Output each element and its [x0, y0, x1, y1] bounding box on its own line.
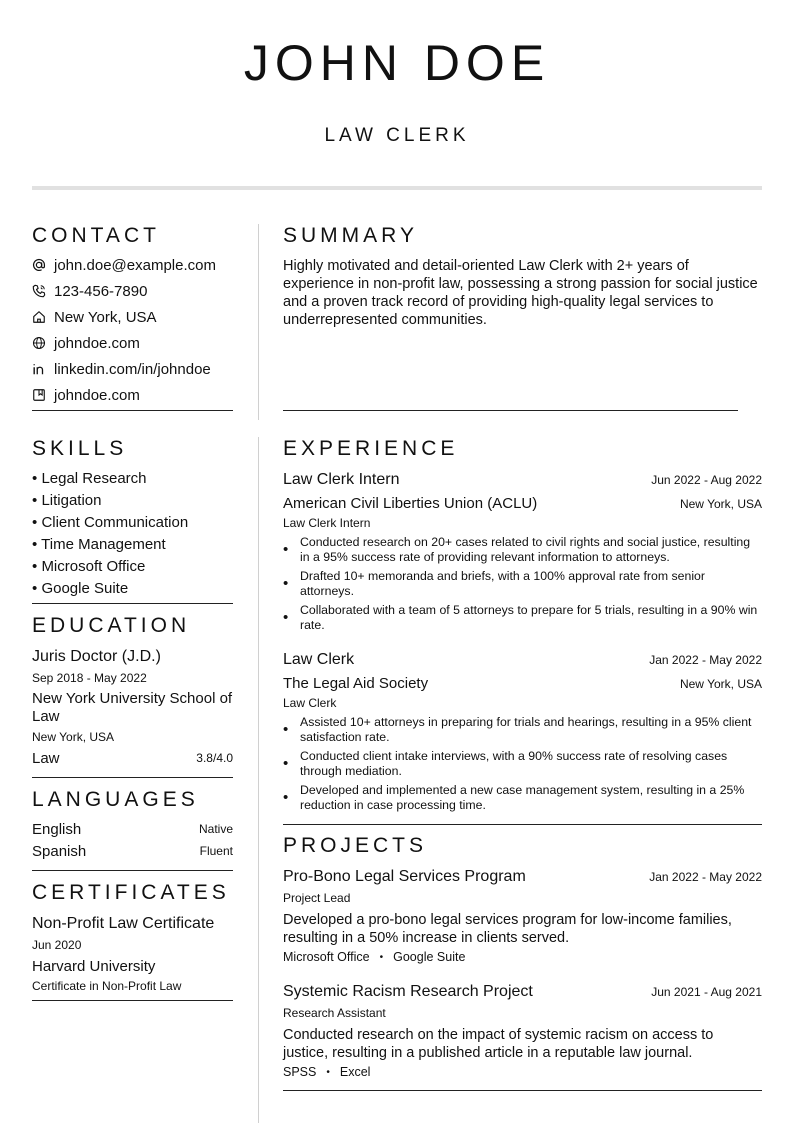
summary-text: Highly motivated and detail-oriented Law Clerk with 2+ years of experience in non-profit law, possessing a strong passion for social justice and a proven track record of providing high-quality legal services to underrepresented communities.: [283, 258, 758, 328]
education-degree: Juris Doctor (J.D.): [32, 648, 161, 665]
skills-divider: [32, 603, 233, 604]
contact-linkedin[interactable]: [32, 358, 211, 380]
contact-heading: CONTACT: [32, 224, 160, 247]
education-gpa: 3.8/4.0: [196, 751, 233, 765]
language-name: Spanish: [32, 843, 87, 860]
list-item: • Developed and implemented a new case management system, resulting in a 25% reduction in case processing time.: [283, 783, 745, 812]
job-title: Law Clerk: [283, 651, 355, 668]
list-item: • Conducted client intake interviews, with a 90% success rate of resolving cases through mediation.: [283, 749, 728, 778]
contact-divider: [32, 410, 233, 411]
job-title: LAW CLERK: [324, 125, 470, 146]
project-description: Conducted research on the impact of systemic racism on access to justice, resulting in a published article in a reputable law journal.: [283, 1027, 714, 1061]
at-icon: [32, 258, 46, 272]
skill-item: • Legal Research: [32, 470, 147, 487]
job-role: Law Clerk Intern: [283, 516, 371, 530]
job-location: New York, USA: [679, 497, 762, 511]
contact-portfolio-text: johndoe.com: [54, 386, 140, 404]
job-organization: The Legal Aid Society: [283, 675, 429, 692]
job-dates: Jan 2022 - May 2022: [649, 653, 762, 667]
column-divider-top: [258, 224, 259, 420]
skills-heading: SKILLS: [32, 437, 128, 460]
project-role: Project Lead: [283, 891, 351, 905]
certificates-heading: CERTIFICATES: [32, 881, 230, 904]
certificate-date: Jun 2020: [32, 938, 82, 952]
job-title: Law Clerk Intern: [283, 471, 400, 488]
language-level: Native: [198, 822, 233, 836]
skill-item: • Client Communication: [32, 514, 189, 531]
project-description: Developed a pro-bono legal services program for low-income families, resulting in a 50% increase in clients served.: [283, 912, 732, 946]
certificate-issuer: Harvard University: [32, 958, 156, 975]
education-school: New York University School of Law: [32, 690, 233, 725]
linkedin-icon: [32, 362, 46, 376]
experience-heading: EXPERIENCE: [283, 437, 459, 460]
bookmark-icon: [32, 388, 46, 402]
contact-website[interactable]: [32, 332, 140, 354]
tag-separator: •: [326, 1066, 330, 1078]
skill-item: • Time Management: [32, 536, 166, 553]
projects-divider: [283, 1090, 762, 1091]
list-item: • Assisted 10+ attorneys in preparing for trials and hearings, resulting in a 95% client satisfaction rate.: [283, 715, 752, 744]
skill-item: • Microsoft Office: [32, 558, 146, 575]
project-dates: Jun 2021 - Aug 2021: [651, 985, 762, 999]
languages-heading: LANGUAGES: [32, 788, 199, 811]
skill-item: • Litigation: [32, 492, 102, 509]
certificates-divider: [32, 1000, 233, 1001]
certificate-name: Non-Profit Law Certificate: [32, 915, 215, 932]
project-role: Research Assistant: [283, 1006, 386, 1020]
education-divider: [32, 777, 233, 778]
language-level: Fluent: [199, 844, 233, 858]
languages-divider: [32, 870, 233, 871]
job-dates: Jun 2022 - Aug 2022: [651, 473, 762, 487]
contact-email[interactable]: [32, 254, 216, 276]
list-item: • Drafted 10+ memoranda and briefs, with a 100% approval rate from senior attorneys.: [283, 569, 705, 598]
globe-icon: [32, 336, 46, 350]
summary-divider: [283, 410, 738, 411]
project-tag: Microsoft Office: [283, 950, 370, 964]
education-heading: EDUCATION: [32, 614, 191, 637]
header-divider: [32, 186, 762, 190]
certificate-description: Certificate in Non-Profit Law: [32, 979, 182, 993]
contact-linkedin-text: linkedin.com/in/johndoe: [54, 360, 211, 378]
project-tags: [283, 1065, 370, 1079]
job-role: Law Clerk: [283, 696, 337, 710]
tag-separator: •: [379, 951, 384, 963]
contact-website-text: johndoe.com: [54, 334, 140, 352]
summary-heading: SUMMARY: [283, 224, 418, 247]
language-name: English: [32, 821, 82, 838]
project-tag: Excel: [339, 1065, 371, 1079]
job-organization: American Civil Liberties Union (ACLU): [283, 495, 538, 512]
contact-location-text: New York, USA: [54, 308, 157, 326]
education-field: Law: [32, 750, 60, 767]
candidate-name: JOHN DOE: [243, 35, 551, 91]
project-tag: Google Suite: [393, 950, 466, 964]
column-divider-bottom: [258, 437, 259, 1123]
contact-email-text: john.doe@example.com: [54, 256, 216, 274]
projects-heading: PROJECTS: [283, 834, 428, 857]
contact-portfolio[interactable]: [32, 384, 140, 406]
experience-divider: [283, 824, 762, 825]
phone-icon: [32, 284, 46, 298]
project-title: Pro-Bono Legal Services Program: [283, 868, 526, 885]
project-tags: [283, 950, 465, 964]
list-item: • Collaborated with a team of 5 attorneys to prepare for 5 trials, resulting in a 90% win rate.: [283, 603, 758, 632]
education-dates: Sep 2018 - May 2022: [32, 671, 147, 685]
contact-phone[interactable]: [32, 280, 147, 302]
job-location: New York, USA: [679, 677, 762, 691]
project-tag: SPSS: [283, 1065, 317, 1079]
skill-item: • Google Suite: [32, 580, 129, 597]
project-dates: Jan 2022 - May 2022: [649, 870, 762, 884]
job-bullet-list: [283, 535, 762, 633]
education-location: New York, USA: [32, 730, 115, 744]
contact-location: [32, 306, 157, 328]
job-bullet-list: [283, 715, 762, 813]
contact-phone-text: 123-456-7890: [54, 282, 148, 300]
list-item: • Conducted research on 20+ cases related to civil rights and social justice, resulting in a 95% success rate of providing relevant information to attorneys.: [283, 535, 751, 564]
project-title: Systemic Racism Research Project: [283, 983, 533, 1000]
home-icon: [32, 310, 46, 324]
